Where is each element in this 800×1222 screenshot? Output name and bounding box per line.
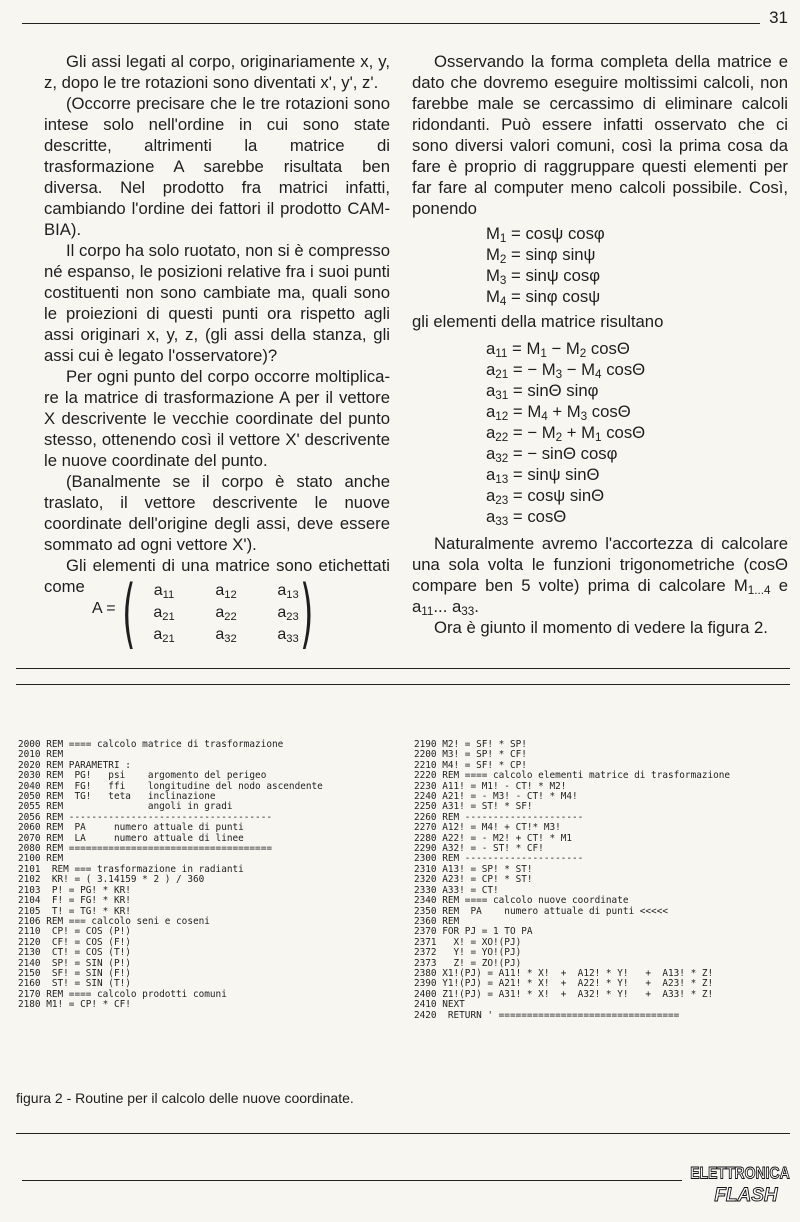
matrix-cell: $a_{11}$ [153, 582, 175, 601]
right-paragraph-closing-2: Ora è giunto il momento di vedere la figura 2. [434, 618, 768, 637]
a-equation: $a_{33} = \cos\Theta$ [486, 507, 567, 528]
matrix-lhs: A = [92, 600, 116, 617]
matrix-right-paren: ) [300, 568, 314, 657]
a-equation: $a_{32}$ = − sinΘ cosφ [486, 444, 618, 465]
m-equation: $M_2 = \sin\varphi$ sinψ [486, 245, 596, 266]
m-equation: $M_4 = \sin\varphi$ cosψ [486, 287, 601, 308]
right-paragraph-intro: Osservando la forma completa della matrice e dato che dovremo eseguire moltissimi calcoli, non farebbe male se cercassimo di eliminare calcoli ridondanti. Può essere infatti osservato che ci sono diversi valori comuni, così la prima cosa da fare è proprio di raggruppare questi elementi per far fare al computer meno calcoli possibile. Così, ponendo [412, 52, 788, 218]
a-equation: $a_{21}$ = − $M_3 - M_4$ cosΘ [486, 360, 646, 381]
matrix-cell: $a_{23}$ [277, 604, 299, 623]
left-paragraph-3: Il corpo ha solo ruotato, non si è compresso né espanso, le posizioni relative fra i suoi punti costituenti non sono cambiate ma, quali sono le proiezioni di questi punti ora rispetto agli assi originari x, y, z, (gli assi della stanza, gli assi cui è legato l'osservatore)? [44, 241, 390, 365]
matrix-cell: $a_{21}$ [153, 604, 175, 623]
left-column [44, 51, 390, 597]
listing-right: 2190 M2! = SF! * SP! 2200 M3! = SP! * CF! 2210 M4! = SF! * CP! 2220 REM ==== calcolo elementi matrice di trasformazione 2230 A11! = M1! - CT! * M2! 2240 A21! = - M3! - CT! * M4! 2250 A31! = ST! * SF! 2260 REM --------------------- 2270 A12! = M4! + CT!* M3! 2280 A22! = - M2! + CT! * M1 2290 A32! = - ST! * CF! 2300 REM --------------------- 2310 A13! = SP! * ST! 2320 A23! = CP! * ST! 2330 A33! = CT! 2340 REM ==== calcolo nuove coordinate 2350 REM PA numero attuale di punti <<<<< 2360 REM 2370 FOR PJ = 1 TO PA 2371 X! = XO!(PJ) 2372 Y! = YO!(PJ) 2373 Z! = ZO!(PJ) 2380 X1!(PJ) = A11! * X! + A12! * Y! + A13! * Z! 2390 Y1!(PJ) = A21! * X! + A22! * Y! + A23! * Z! 2400 Z1!(PJ) = A31! * X! + A32! * Y! + A33! * Z! 2410 NEXT 2420 RETURN ' ================================ [414, 739, 731, 1021]
text-bottom-rule-2 [16, 684, 790, 685]
a-equation: $a_{31} = \sin\Theta$ sinφ [486, 381, 599, 402]
matrix-cell: $a_{32}$ [215, 626, 237, 645]
matrix-cell: $a_{33}$ [277, 626, 299, 645]
right-paragraph-closing-1: Naturalmente avremo l'accortezza di calcolare una sola volta le funzioni trigonometriche (cosΘ compare ben 5 volte) prima di calcolare $M_{1...4}$ e $a_{11}$... $a_{33}$. [412, 534, 788, 618]
footer-rule [22, 1180, 682, 1181]
right-column [412, 51, 788, 638]
figure-caption: figura 2 - Routine per il calcolo delle nuove coordinate. [16, 1090, 354, 1106]
matrix-cell: $a_{22}$ [215, 604, 237, 623]
matrix-cell: $a_{12}$ [215, 582, 237, 601]
elettronica-flash-logo [690, 1157, 790, 1207]
a-equations [486, 338, 788, 527]
matrix-left-paren: ( [122, 568, 136, 657]
a-equation: $a_{12} = M_4 + M_3$ cosΘ [486, 402, 631, 423]
listing-left: 2000 REM ==== calcolo matrice di trasformazione 2010 REM 2020 REM PARAMETRI : 2030 REM PG! psi argomento del perigeo 2040 REM FG! ffi longitudine del nodo ascendente 2050 REM TG! teta inclinazione 2055 REM angoli in gradi 2056 REM ------------------------------------ 2060 REM PA numero attuale di punti 2070 REM LA numero attuale di linee 2080 REM ==================================== 2100 REM 2101 REM === trasformazione in radianti 2102 KR! = ( 3.14159 * 2 ) / 360 2103 P! = PG! * KR! 2104 F! = FG! * KR! 2105 T! = TG! * KR! 2106 REM === calcolo seni e coseni 2110 CP! = COS (P!) 2120 CF! = COS (F!) 2130 CT! = COS (T!) 2140 SP! = SIN (P!) 2150 SF! = SIN (F!) 2160 ST! = SIN (T!) 2170 REM ==== calcolo prodotti comuni 2180 M1! = CP! * CF! [18, 739, 323, 1011]
page-number: 31 [769, 8, 788, 27]
header-rule [22, 23, 760, 24]
a-equation: $a_{23} = \cos\psi$ sinΘ [486, 486, 605, 507]
right-paragraph-middle: gli elementi della matrice risultano [412, 312, 664, 331]
m-equation: $M_1 = \cos\psi$ cosφ [486, 224, 605, 245]
matrix-cell: $a_{21}$ [153, 626, 175, 645]
left-paragraph-4: Per ogni punto del corpo occorre moltiplicare la matrice di trasformazione A per il vettore X descrivente le vecchie coordinate del punto stesso, ottenendo così il vettore X' descrivente le nuove coordinate del punto. [44, 367, 390, 470]
a-equation: $a_{22}$ = − $M_2 + M_1$ cosΘ [486, 423, 646, 444]
left-paragraph-2: (Occorre precisare che le tre rotazioni sono intese solo nell'ordine in cui sono state descritte, altrimenti la matrice di trasformazione A sarebbe risultata ben diversa. Nel prodotto fra matrici infatti, cambiando l'ordine dei fattori il prodotto CAMBIA). [44, 94, 390, 239]
matrix-a [92, 568, 322, 657]
left-paragraph-5: (Banalmente se il corpo è stato anche traslato, il vettore descrivente le nuove coordinate dell'origine degli assi, deve essere sommato ad ogni vettore X'). [44, 472, 390, 554]
text-bottom-rule-1 [16, 668, 790, 669]
m-equations [486, 223, 788, 307]
left-paragraph-6: Gli elementi di una matrice sono etichettati come [44, 556, 390, 596]
left-paragraph-1: Gli assi legati al corpo, originariamente x, y, z, dopo le tre rotazioni sono diventati x', y', z'. [44, 52, 390, 92]
a-equation: $a_{11} = M_1 - M_2$ cosΘ [486, 339, 630, 360]
m-equation: $M_3 = \sin\psi$ cosφ [486, 266, 601, 287]
logo-line-2: FLASH [714, 1185, 778, 1206]
logo-line-1: ELETTRONICA [690, 1164, 790, 1183]
a-equation: $a_{13} = \sin\psi$ sinΘ [486, 465, 600, 486]
caption-rule [16, 1133, 790, 1134]
matrix-cell: $a_{13}$ [277, 582, 299, 601]
